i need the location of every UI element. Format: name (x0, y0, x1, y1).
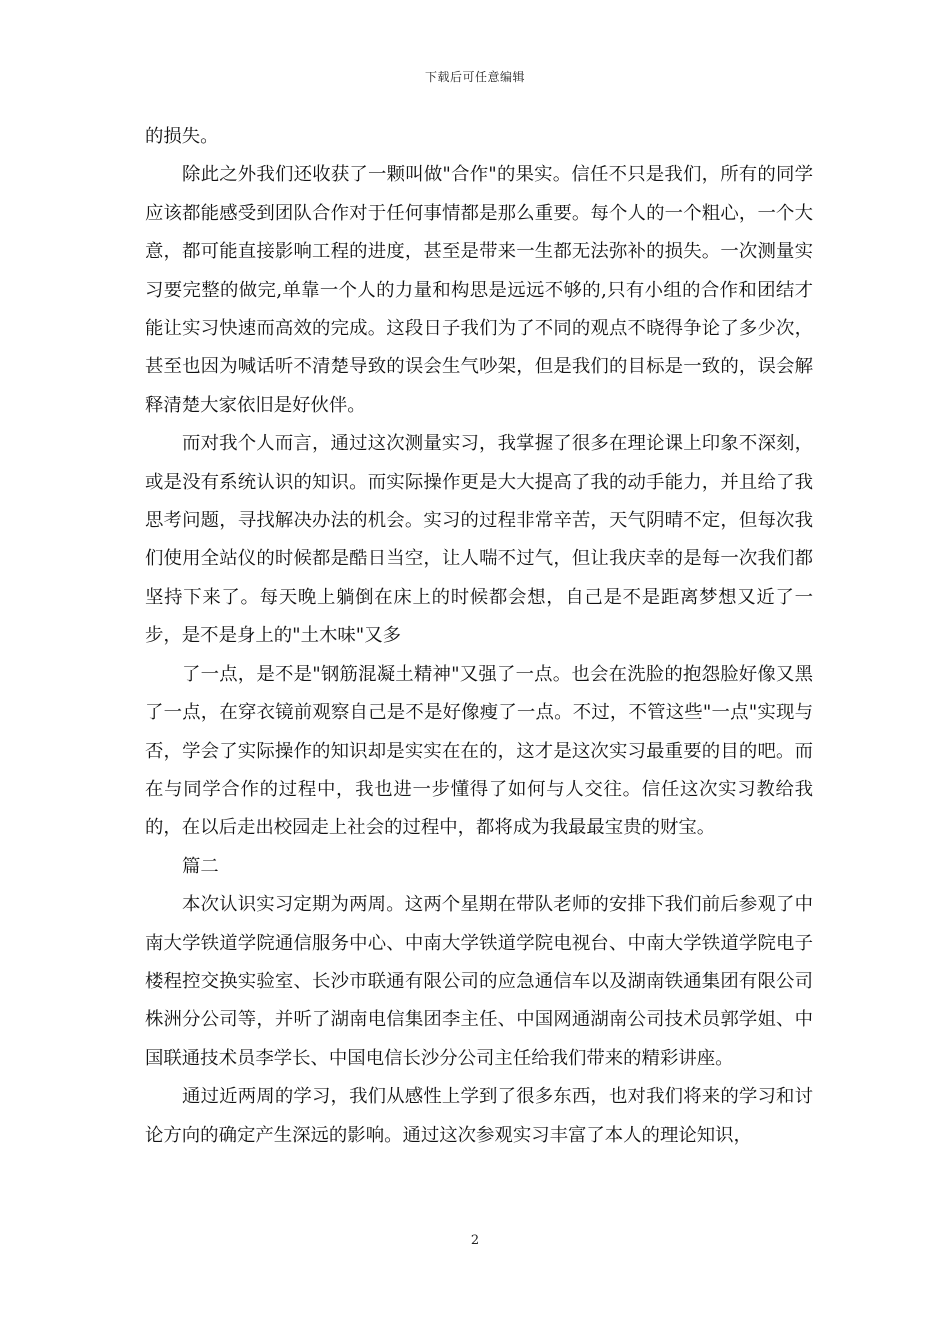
page-number: 2 (470, 1233, 480, 1248)
section-heading: 篇二 (182, 855, 219, 877)
document-body (145, 118, 813, 1155)
page-header: 下载后可任意编辑 (424, 70, 525, 84)
paragraph-4: 了一点，是不是"钢筋混凝土精神"又强了一点。也会在洗脸的抱怨脸好像又黑了一点，在穿衣镜前观察自己是不是好像瘦了一点。不过，不管这些"一点"实现与否，学会了实际操作的知识却是实实在在的，这才是这次实习最重要的目的吧。而在与同学合作的过程中，我也进一步懂得了如何与人交往。信任这次实习教给我的，在以后走出校园走上社会的过程中，都将成为我最最宝贵的财宝。 (145, 663, 813, 839)
paragraph-6: 通过近两周的学习，我们从感性上学到了很多东西，也对我们将来的学习和讨论方向的确定产生深远的影响。通过这次参观实习丰富了本人的理论知识， (145, 1086, 813, 1146)
paragraph-3: 而对我个人而言，通过这次测量实习，我掌握了很多在理论课上印象不深刻，或是没有系统认识的知识。而实际操作更是大大提高了我的动手能力，并且给了我思考问题，寻找解决办法的机会。实习的过程非常辛苦，天气阴晴不定，但每次我们使用全站仪的时候都是酷日当空，让人喘不过气，但让我庆幸的是每一次我们都坚持下来了。每天晚上躺倒在床上的时候都会想，自己是不是距离梦想又近了一步，是不是身上的"土木味"又多 (145, 433, 813, 647)
paragraph-5: 本次认识实习定期为两周。这两个星期在带队老师的安排下我们前后参观了中南大学铁道学院通信服务中心、中南大学铁道学院电视台、中南大学铁道学院电子楼程控交换实验室、长沙市联通有限公司的应急通信车以及湖南铁通集团有限公司株洲分公司等，并听了湖南电信集团李主任、中国网通湖南公司技术员郭学姐、中国联通技术员李学长、中国电信长沙分公司主任给我们带来的精彩讲座。 (145, 894, 813, 1069)
paragraph-1: 的损失。 (145, 126, 219, 147)
paragraph-2: 除此之外我们还收获了一颗叫做"合作"的果实。信任不只是我们，所有的同学应该都能感受到团队合作对于任何事情都是那么重要。每个人的一个粗心，一个大意，都可能直接影响工程的进度，甚至是带来一生都无法弥补的损失。一次测量实习要完整的做完,单靠一个人的力量和构思是远远不够的,只有小组的合作和团结才能让实习快速而高效的完成。这段日子我们为了不同的观点不晓得争论了多少次，甚至也因为喊话听不清楚导致的误会生气吵架，但是我们的目标是一致的，误会解释清楚大家依旧是好伙伴。 (145, 164, 813, 416)
